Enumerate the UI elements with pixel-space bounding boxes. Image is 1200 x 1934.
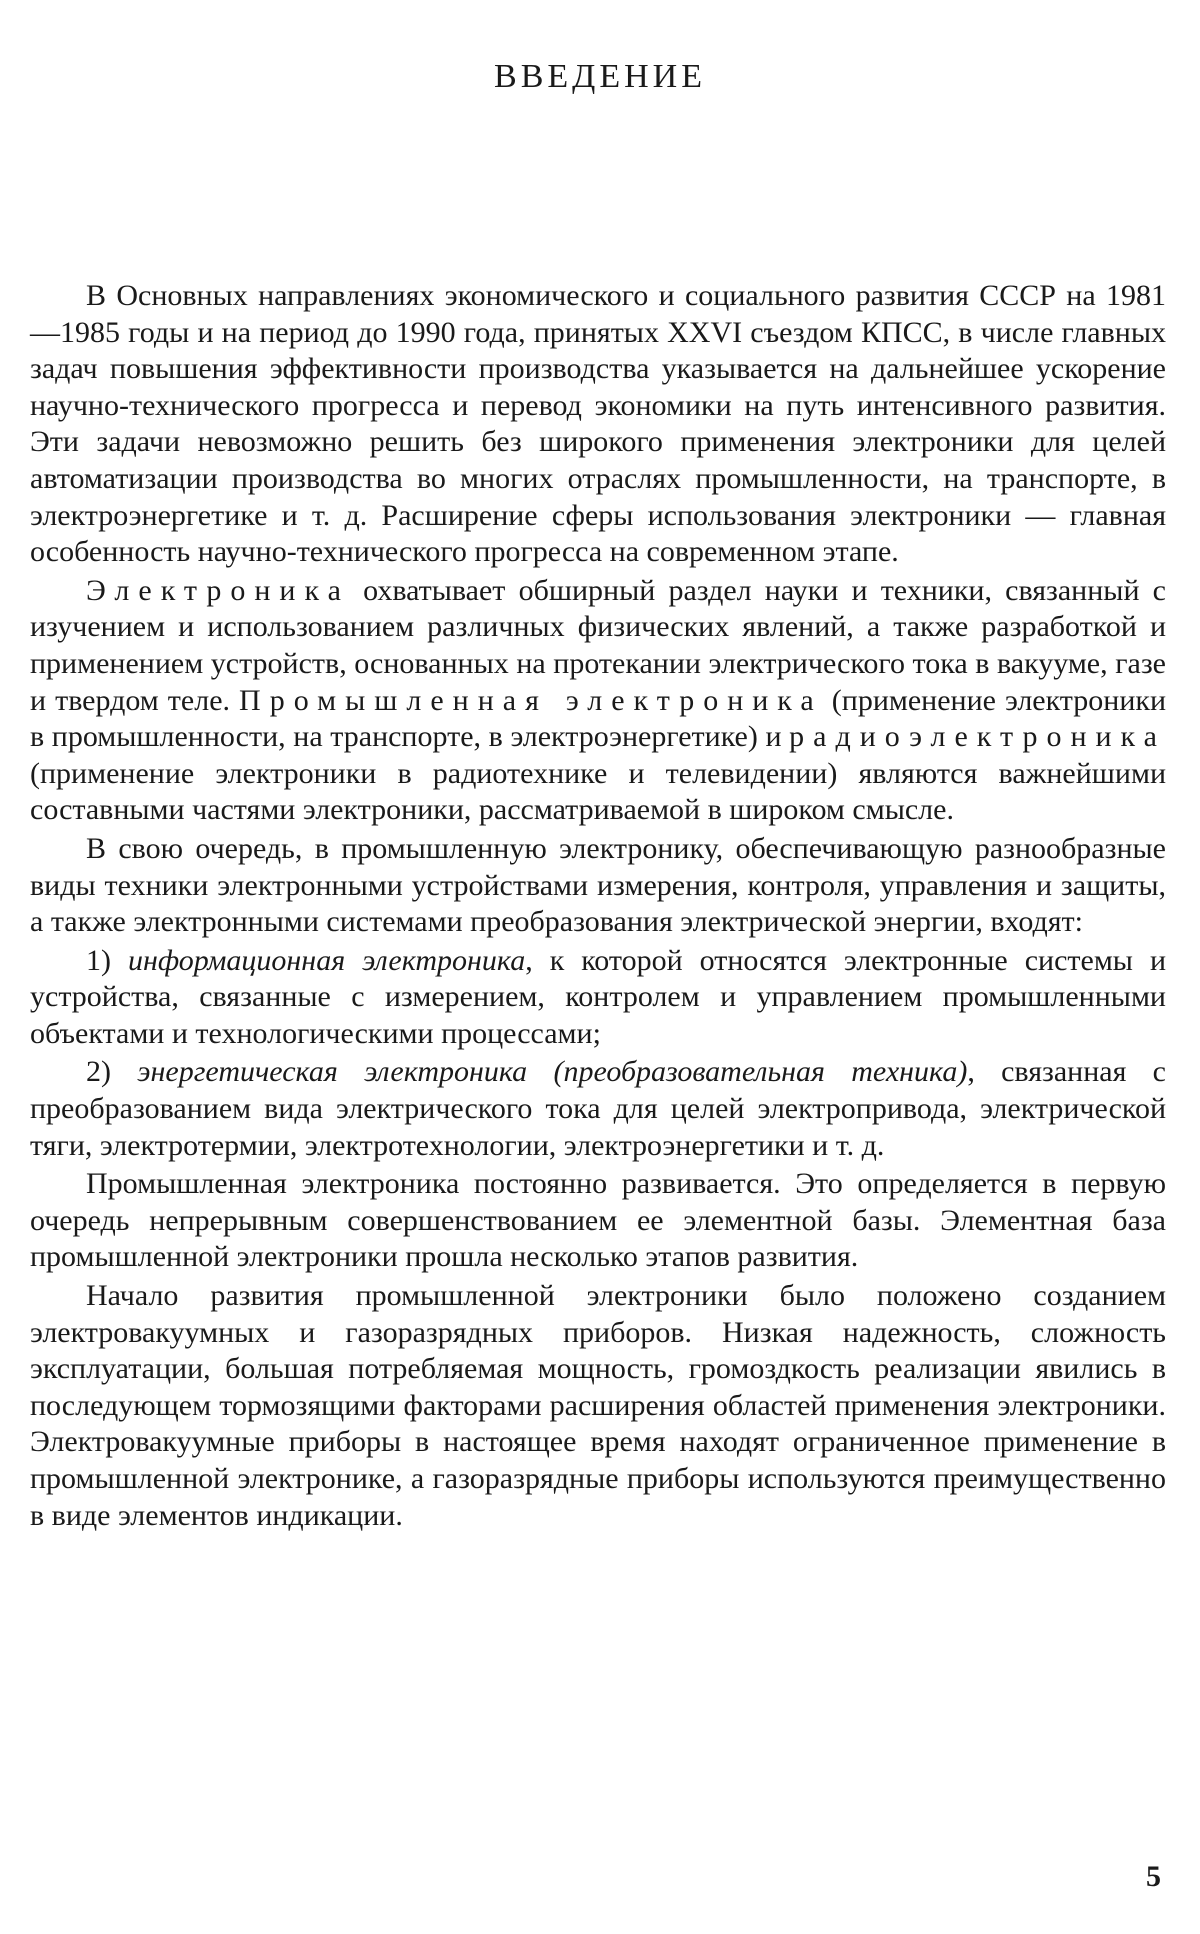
term-industrial-electronics: Промышленная электроника: [239, 683, 823, 717]
body-text: [30, 278, 1166, 1534]
paragraph-2-text-1: охватывает обширный раздел науки и техники, связанный с изучением и использованием различных физических явлений, а также разработкой и применением устройств, основанных на протекании электрического тока в вакууме, газе и твердом теле.: [30, 573, 1166, 717]
list-item-1-number: 1): [86, 943, 128, 977]
list-item-2-number: 2): [86, 1055, 138, 1089]
page-number: 5: [1146, 1860, 1161, 1893]
paragraph-4: Промышленная электроника постоянно развивается. Это определяется в первую очередь непрерывным совершенствованием ее элементной базы. Элементная база промышленной электроники прошла несколько этапов развития.: [30, 1167, 1166, 1274]
term-radioelectronics: радиоэлектроника: [789, 720, 1166, 754]
paragraph-2-text-3: (применение электроники в радиотехнике и телевидении) являются важнейшими составными частями электроники, рассматриваемой в широком смысле.: [30, 756, 1166, 827]
list-item-1: [30, 943, 1166, 1053]
chapter-title: ВВЕДЕНИЕ: [494, 58, 706, 95]
paragraph-1: В Основных направлениях экономического и социального развития СССР на 1981—1985 годы и на период до 1990 года, принятых XXVI съездом КПСС, в числе главных задач повышения эффективности производства указывается на дальнейшее ускорение научно-технического прогресса и перевод экономики на путь интенсивного развития. Эти задачи невозможно решить без широкого применения электроники для целей автоматизации производства во многих отраслях промышленности, на транспорте, в электроэнергетике и т. д. Расширение сферы использования электроники — главная особенность научно-технического прогресса на современном этапе.: [30, 279, 1166, 569]
paragraph-5: Начало развития промышленной электроники было положено созданием электровакуумных и газоразрядных приборов. Низкая надежность, сложность эксплуатации, большая потребляемая мощность, громоздкость реализации явились в последующем тормозящими факторами расширения областей применения электроники. Электровакуумные приборы в настоящее время находят ограниченное применение в промышленной электронике, а газоразрядные приборы используются преимущественно в виде элементов индикации.: [30, 1279, 1166, 1532]
paragraph-2-text-2: (применение электроники в промышленности, на транспорте, в электроэнергетике) и: [30, 683, 1167, 754]
list-item-2-term: энергетическая электроника (преобразовательная техника): [137, 1055, 968, 1089]
paragraph-3: В свою очередь, в промышленную электронику, обеспечивающую разнообразные виды техники электронными устройствами измерения, контроля, управления и защиты, а также электронными системами преобразования электрической энергии, входят:: [30, 831, 1166, 939]
list-item-1-term: информационная электроника: [127, 943, 526, 977]
paragraph-2: [30, 573, 1166, 829]
term-electronics: Электроника: [86, 573, 350, 607]
list-item-2-text: , связанная с преобразованием вида электрического тока для целей электропривода, электрической тяги, электротермии, электротехнологии, электроэнергетики и т. д.: [30, 1055, 1166, 1162]
list-item-1-text: , к которой относятся электронные системы и устройства, связанные с измерением, контролем и управлением промышленными объектами и технологическими процессами;: [30, 943, 1166, 1050]
list-item-2: [30, 1054, 1166, 1164]
